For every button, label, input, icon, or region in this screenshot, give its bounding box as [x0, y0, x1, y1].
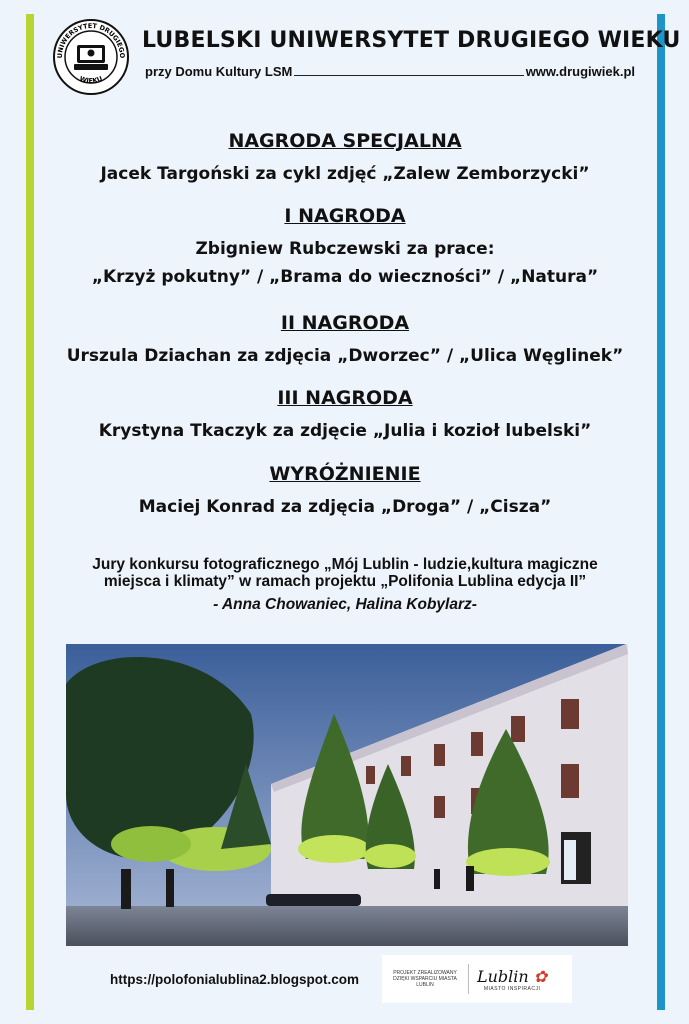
lublin-sign-icon: ✿: [528, 966, 548, 986]
jury-names: - Anna Chowaniec, Halina Kobylarz-: [213, 596, 477, 613]
sponsor-banner: [382, 955, 572, 1003]
right-accent-bar: [657, 14, 665, 1010]
jury-line-1: Jury konkursu fotograficznego „Mój Lublin - ludzie,kultura magiczne: [92, 556, 598, 573]
sponsor-text: PROJEKT ZREALIZOWANY DZIĘKI WSPARCIU MIASTA LUBLIN: [393, 970, 457, 988]
award-winner: Urszula Dziachan za zdjęcia „Dworzec” / „Ulica Węglinek”: [66, 346, 624, 366]
jury-line-2: miejsca i klimaty” w ramach projektu „Polifonia Lublina edycja II”: [103, 573, 587, 590]
left-accent-bar: [26, 14, 34, 1010]
university-logo: [52, 18, 130, 96]
award-winner: Maciej Konrad za zdjęcia „Droga” / „Cisza”: [138, 497, 552, 517]
award-distinction: [40, 463, 650, 521]
page-title: LUBELSKI UNIWERSYTET DRUGIEGO WIEKU: [142, 28, 681, 53]
award-heading: III NAGRODA: [277, 387, 413, 409]
subtitle-organization: przy Domu Kultury LSM: [145, 64, 293, 79]
lublin-logo: [477, 967, 547, 992]
svg-text:WIEKU: WIEKU: [78, 74, 104, 85]
lublin-wordmark: Lublin: [477, 966, 529, 986]
award-heading: I NAGRODA: [284, 205, 406, 227]
award-third: [40, 387, 650, 445]
jury-note: [40, 556, 650, 613]
sponsor-divider: [468, 964, 469, 994]
city-square-photo: [66, 644, 628, 946]
award-second: [40, 312, 650, 370]
award-heading: WYRÓŻNIENIE: [269, 463, 421, 485]
svg-text:UNIWERSYTET DRUGIEGO: UNIWERSYTET DRUGIEGO: [55, 21, 127, 59]
award-heading: NAGRODA SPECJALNA: [228, 130, 462, 152]
header-subtitle: [145, 64, 635, 79]
award-first: [40, 205, 650, 291]
subtitle-divider-line: [294, 75, 523, 76]
lublin-tagline: MIASTO INSPIRACJI: [483, 985, 541, 992]
award-winner: Krystyna Tkaczyk za zdjęcie „Julia i kozioł lubelski”: [98, 421, 592, 441]
award-winner: Jacek Targoński za cykl zdjęć „Zalew Zemborzycki”: [100, 164, 590, 184]
blog-link[interactable]: https://polofonialublina2.blogspot.com: [110, 972, 359, 987]
award-winner: Zbigniew Rubczewski za prace:: [195, 239, 495, 259]
award-special: [40, 130, 650, 188]
award-heading: II NAGRODA: [280, 312, 410, 334]
website-link[interactable]: www.drugiwiek.pl: [525, 64, 635, 79]
award-works: „Krzyż pokutny” / „Brama do wieczności” / „Natura”: [91, 267, 599, 287]
